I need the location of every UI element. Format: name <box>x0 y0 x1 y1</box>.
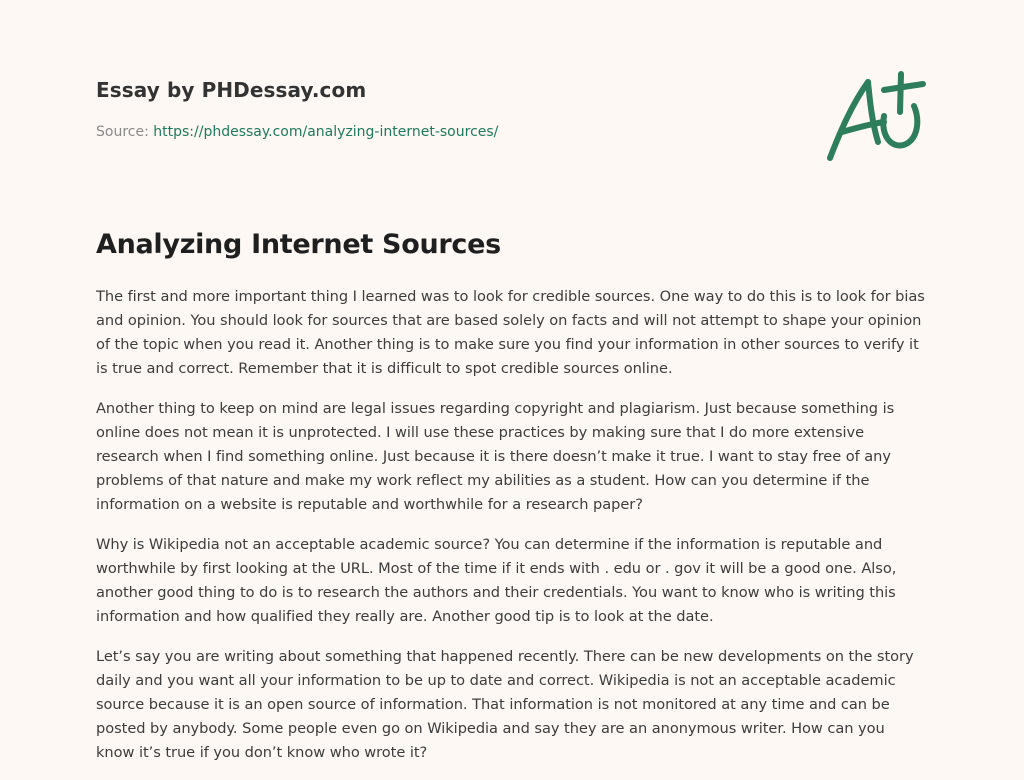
source-link[interactable]: https://phdessay.com/analyzing-internet-sources/ <box>153 124 499 140</box>
essay-paragraph: The first and more important thing I learned was to look for credible sources. One way to do this is to look for bias and opinion. You should look for sources that are based solely on facts and will not attempt to shape your opinion of the topic when you read it. Another thing is to make sure you find your information in other sources to verify it is true and correct. Remember that it is difficult to spot credible sources online. <box>96 288 925 377</box>
essay-title: Analyzing Internet Sources <box>96 229 501 260</box>
source-label: Source: <box>96 124 154 140</box>
essay-body <box>96 285 926 780</box>
source-line <box>96 122 796 142</box>
a-plus-grade-icon <box>822 66 928 166</box>
site-title: Essay by PHDessay.com <box>96 78 367 102</box>
page-header <box>96 76 796 142</box>
essay-paragraph: Why is Wikipedia not an acceptable academic source? You can determine if the information is reputable and worthwhile by first looking at the URL. Most of the time if it ends with . edu or . gov it will be a good one. Also, another good thing to do is to research the authors and their credentials. You want to know who is writing this information and how qualified they really are. Another good tip is to look at the date. <box>96 536 897 625</box>
essay-paragraph: Another thing to keep on mind are legal issues regarding copyright and plagiarism. Just because something is online does not mean it is unprotected. I will use these practices by making sure that I do more extensive research when I find something online. Just because it is there doesn’t make it true. I want to stay free of any problems of that nature and make my work reflect my abilities as a student. How can you determine if the information on a website is reputable and worthwhile for a research paper? <box>96 400 895 513</box>
essay-paragraph: Let’s say you are writing about something that happened recently. There can be new developments on the story daily and you want all your information to be up to date and correct. Wikipedia is not an acceptable academic source because it is an open source of information. That information is not monitored at any time and can be posted by anybody. Some people even go on Wikipedia and say they are an anonymous writer. How can you know it’s true if you don’t know who wrote it? <box>96 648 914 761</box>
